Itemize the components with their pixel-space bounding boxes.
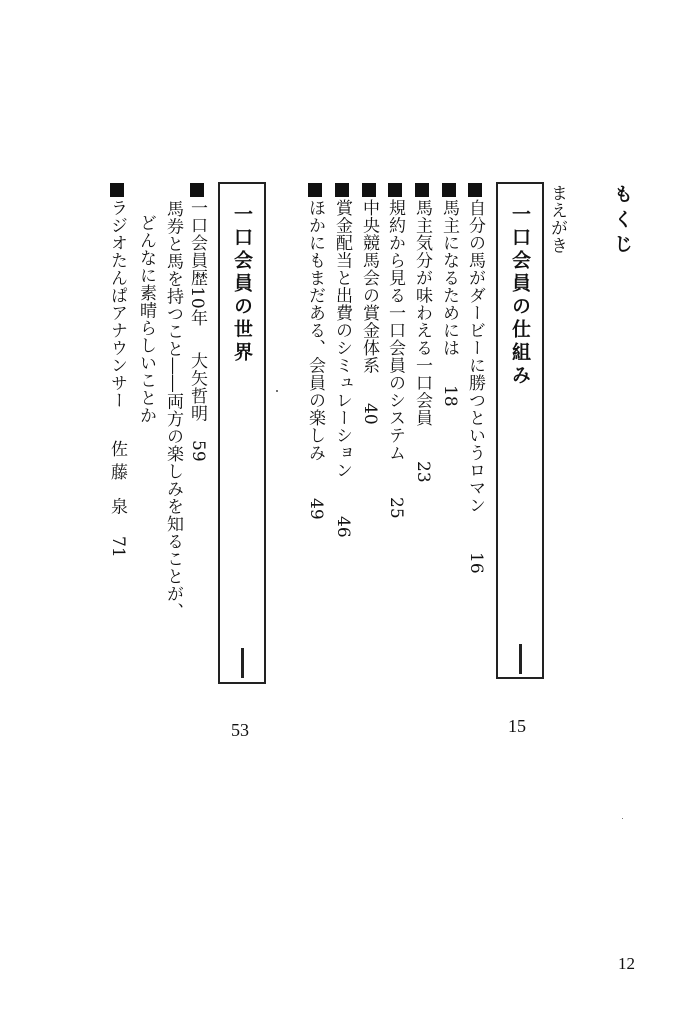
- bullet-icon: [190, 183, 204, 197]
- toc-entry[interactable]: 馬券と馬を持つこと――両方の楽しみを知ることが、: [163, 200, 183, 620]
- toc-entry[interactable]: [413, 183, 430, 427]
- entry-page-number: 18: [440, 385, 460, 407]
- toc-entry[interactable]: [306, 183, 323, 462]
- toc-entry[interactable]: [440, 183, 457, 357]
- toc-title: もくじ: [611, 184, 633, 259]
- preface-entry[interactable]: まえがき: [547, 184, 567, 254]
- entry-text: ラジオたんぱアナウンサー: [107, 199, 127, 409]
- bullet-icon: [362, 183, 376, 197]
- entry-text: 馬主になるためには: [439, 199, 459, 357]
- bullet-icon: [468, 183, 482, 197]
- section1-header-box: [496, 182, 544, 679]
- section1-box-mark: [519, 644, 522, 674]
- bullet-icon: [415, 183, 429, 197]
- entry-author: 佐藤 泉: [107, 440, 127, 521]
- section2-page: 53: [231, 720, 249, 740]
- toc-entry[interactable]: [188, 183, 205, 327]
- bullet-icon: [442, 183, 456, 197]
- toc-entry[interactable]: [108, 183, 125, 409]
- entry-text: 中央競馬会の賞金体系: [359, 199, 379, 374]
- entry-text: 自分の馬がダービーに勝つというロマン: [465, 199, 485, 514]
- section1-page: 15: [508, 716, 526, 736]
- bullet-icon: [388, 183, 402, 197]
- page-speck: [622, 818, 623, 819]
- entry-page-number: 71: [108, 536, 128, 558]
- section1-title: 一口会員の仕組み: [509, 204, 531, 388]
- bullet-icon: [110, 183, 124, 197]
- page-speck: [276, 390, 278, 392]
- entry-text: 馬主気分が味わえる一口会員: [412, 199, 432, 427]
- entry-page-number: 23: [413, 461, 433, 483]
- section2-box-mark: [241, 648, 244, 678]
- bullet-icon: [335, 183, 349, 197]
- entry-page-number: 46: [333, 516, 353, 538]
- entry-text: 一口会員歴10年: [187, 199, 207, 327]
- section2-title: 一口会員の世界: [231, 204, 253, 365]
- toc-entry[interactable]: [386, 183, 403, 462]
- section2-header-box: [218, 182, 266, 684]
- page-number: 12: [618, 954, 635, 973]
- toc-entry-continued[interactable]: どんなに素晴らしいことか: [136, 214, 156, 424]
- entry-page-number: 49: [306, 498, 326, 520]
- toc-entry[interactable]: [360, 183, 377, 374]
- entry-page-number: 16: [466, 552, 486, 574]
- entry-page-number: 59: [188, 440, 208, 462]
- entry-page-number: 25: [386, 497, 406, 519]
- toc-entry[interactable]: [333, 183, 350, 479]
- entry-text: 賞金配当と出費のシミュレーション: [332, 199, 352, 479]
- toc-entry[interactable]: [466, 183, 483, 514]
- entry-text: 規約から見る一口会員のシステム: [385, 199, 405, 462]
- bullet-icon: [308, 183, 322, 197]
- entry-author: 大矢哲明: [187, 352, 207, 422]
- entry-page-number: 40: [360, 403, 380, 425]
- entry-text: ほかにもまだある、会員の楽しみ: [305, 199, 325, 462]
